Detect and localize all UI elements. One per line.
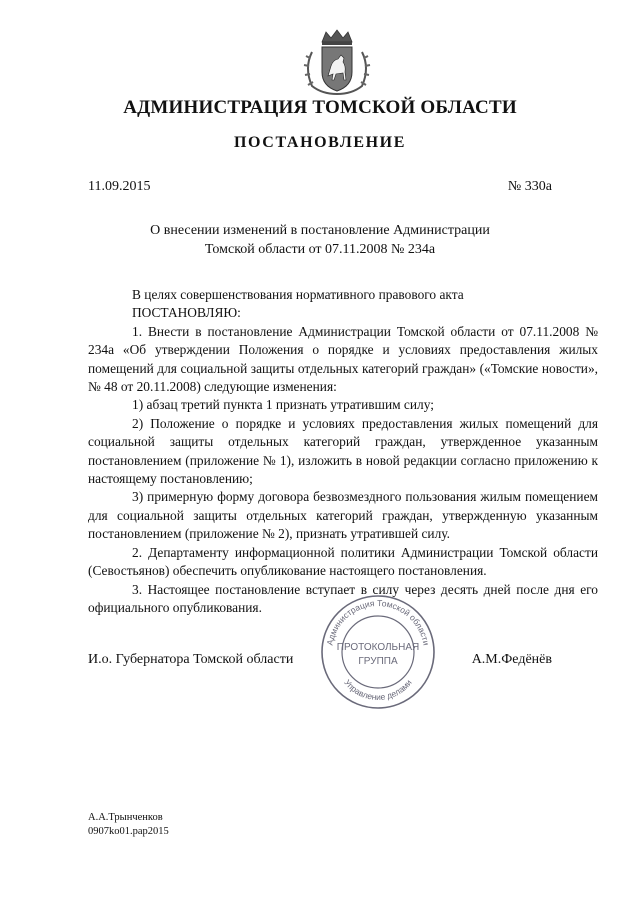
paragraph-3: 3. Настоящее постановление вступает в силу через десять дней после дня его официального опубликования. [88, 581, 598, 615]
preamble: В целях совершенствования нормативного правового акта [132, 287, 464, 302]
executor-name: А.А.Трынченков [88, 812, 163, 823]
official-stamp [318, 592, 438, 712]
subject-line-2: Томской области от 07.11.2008 № 234а [204, 242, 436, 257]
signer-name: А.М.Федёнёв [471, 652, 552, 667]
document-type: ПОСТАНОВЛЕНИЕ [234, 134, 406, 151]
paragraph-1-item-3: 3) примерную форму договора безвозмездного пользования жилым помещением для социальной защиты отдельных категорий граждан, утвержденную указанным постановлением (приложение № 2), признать утратившей силу. [88, 489, 598, 542]
tomsk-coat-of-arms-icon [298, 28, 376, 98]
file-reference: 0907ko01.рар2015 [88, 826, 169, 837]
document-date: 11.09.2015 [88, 179, 151, 194]
stamp-center-line-2: ГРУППА [358, 656, 398, 667]
paragraph-1: 1. Внести в постановление Администрации Томской области от 07.11.2008 № 234а «Об утверждении Положения о порядке и условиях предоставления жилых помещений для социальной защиты отдельных категорий граждан» («Томские новости», № 48 от 20.11.2008) следующие изменения: [88, 323, 598, 395]
stamp-ring-top: Администрация Томской области [324, 597, 432, 647]
stamp-center-line-1: ПРОТОКОЛЬНАЯ [336, 642, 420, 653]
paragraph-2: 2. Департаменту информационной политики Администрации Томской области (Севостьянов) обеспечить опубликование настоящего постановления. [88, 544, 598, 579]
document-number: № 330а [507, 179, 552, 194]
paragraph-1-item-2: 2) Положение о порядке и условиях предоставления жилых помещений для социальной защиты отдельных категорий граждан, утвержденное указанным постановлением (приложение № 1), изложить в новой редакции согласно приложению к настоящему постановлению; [88, 415, 598, 487]
document-body [88, 286, 598, 617]
signer-title: И.о. Губернатора Томской области [88, 652, 294, 667]
subject-line-1: О внесении изменений в постановление Администрации [150, 223, 490, 238]
paragraph-1-item-1: 1) абзац третий пункта 1 признать утратившим силу; [132, 397, 434, 413]
document-footer [88, 811, 169, 839]
stamp-ring-bottom: Управление делами [342, 677, 414, 703]
organization-title: АДМИНИСТРАЦИЯ ТОМСКОЙ ОБЛАСТИ [123, 97, 517, 118]
decree-word: ПОСТАНОВЛЯЮ: [132, 305, 241, 321]
document-subject [120, 221, 520, 259]
